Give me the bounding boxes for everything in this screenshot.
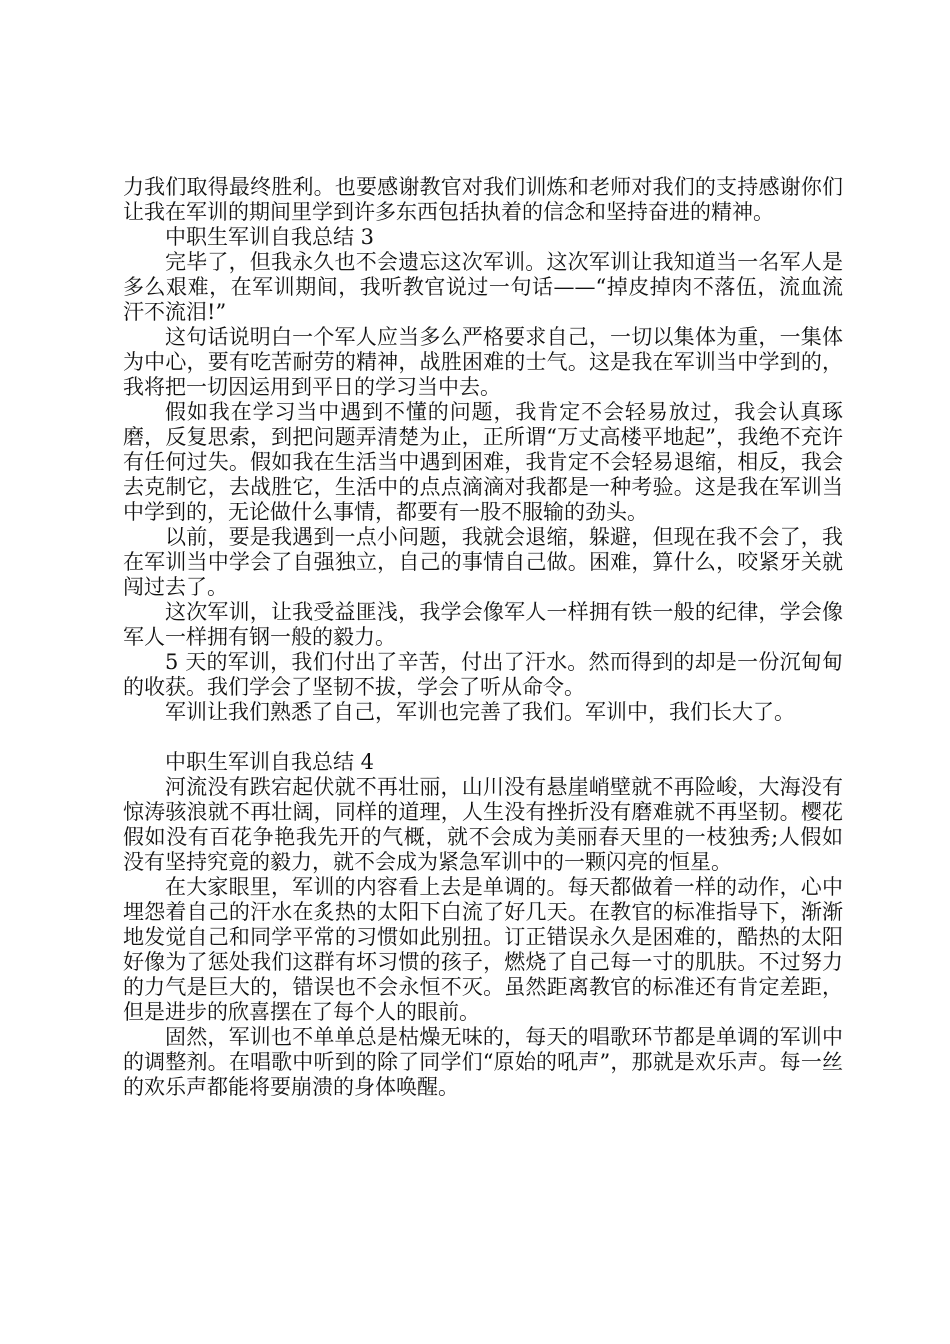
paragraph: 以前，要是我遇到一点小问题，我就会退缩，躲避，但现在我不会了，我在军训当中学会了自强独立，自己的事情自己做。困难，算什么，咬紧牙关就闯过去了。 xyxy=(123,525,843,599)
paragraph: 军训让我们熟悉了自己，军训也完善了我们。军训中，我们长大了。 xyxy=(165,700,795,724)
paragraph: 固然，军训也不单单总是枯燥无味的，每天的唱歌环节都是单调的军训中的调整剂。在唱歌中听到的除了同学们“原始的吼声”，那就是欢乐声。每一丝的欢乐声都能将要崩溃的身体唤醒。 xyxy=(123,1025,843,1099)
paragraph: 这次军训，让我受益匪浅，我学会像军人一样拥有铁一般的纪律，学会像军人一样拥有钢一般的毅力。 xyxy=(123,600,843,649)
paragraph: 5 天的军训，我们付出了辛苦，付出了汗水。然而得到的却是一份沉甸甸的收获。我们学会了坚韧不拔，学会了听从命令。 xyxy=(123,650,843,699)
paragraph: 在大家眼里，军训的内容看上去是单调的。每天都做着一样的动作，心中埋怨着自己的汗水在炙热的太阳下白流了好几天。在教官的标准指导下，渐渐地发觉自己和同学平常的习惯如此别扭。订正错误永久是困难的，酷热的太阳好像为了惩处我们这群有坏习惯的孩子，燃烧了自己每一寸的肌肤。不过努力的力气是巨大的，错误也不会永恒不灭。虽然距离教官的标准还有肯定差距，但是进步的欣喜摆在了每个人的眼前。 xyxy=(123,875,843,1024)
section-heading-4: 中职生军训自我总结 4 xyxy=(165,750,375,774)
blank-line xyxy=(123,725,843,750)
paragraph: 河流没有跌宕起伏就不再壮丽，山川没有悬崖峭壁就不再险峻，大海没有惊涛骇浪就不再壮阔，同样的道理，人生没有挫折没有磨难就不再坚韧。樱花假如没有百花争艳我先开的气概，就不会成为美丽春天里的一枝独秀;人假如没有坚持究竟的毅力，就不会成为紧急军训中的一颗闪亮的恒星。 xyxy=(123,775,843,874)
document-body xyxy=(123,175,843,1100)
paragraph: 这句话说明白一个军人应当多么严格要求自己，一切以集体为重，一集体为中心，要有吃苦耐劳的精神，战胜困难的士气。这是我在军训当中学到的，我将把一切因运用到平日的学习当中去。 xyxy=(123,325,843,399)
paragraph: 假如我在学习当中遇到不懂的问题，我肯定不会轻易放过，我会认真琢磨，反复思索，到把问题弄清楚为止，正所谓“万丈高楼平地起”，我绝不充许有任何过失。假如我在生活当中遇到困难，我肯定不会轻易退缩，相反，我会去克制它，去战胜它，生活中的点点滴滴对我都是一种考验。这是我在军训当中学到的，无论做什么事情，都要有一股不服输的劲头。 xyxy=(123,400,843,524)
section-heading-3: 中职生军训自我总结 3 xyxy=(165,225,375,249)
paragraph-continuation: 力我们取得最终胜利。也要感谢教官对我们训炼和老师对我们的支持感谢你们让我在军训的期间里学到许多东西包括执着的信念和坚持奋进的精神。 xyxy=(123,175,843,224)
paragraph: 完毕了，但我永久也不会遗忘这次军训。这次军训让我知道当一名军人是多么艰难，在军训期间，我听教官说过一句话——“掉皮掉肉不落伍，流血流汗不流泪!” xyxy=(123,250,843,324)
